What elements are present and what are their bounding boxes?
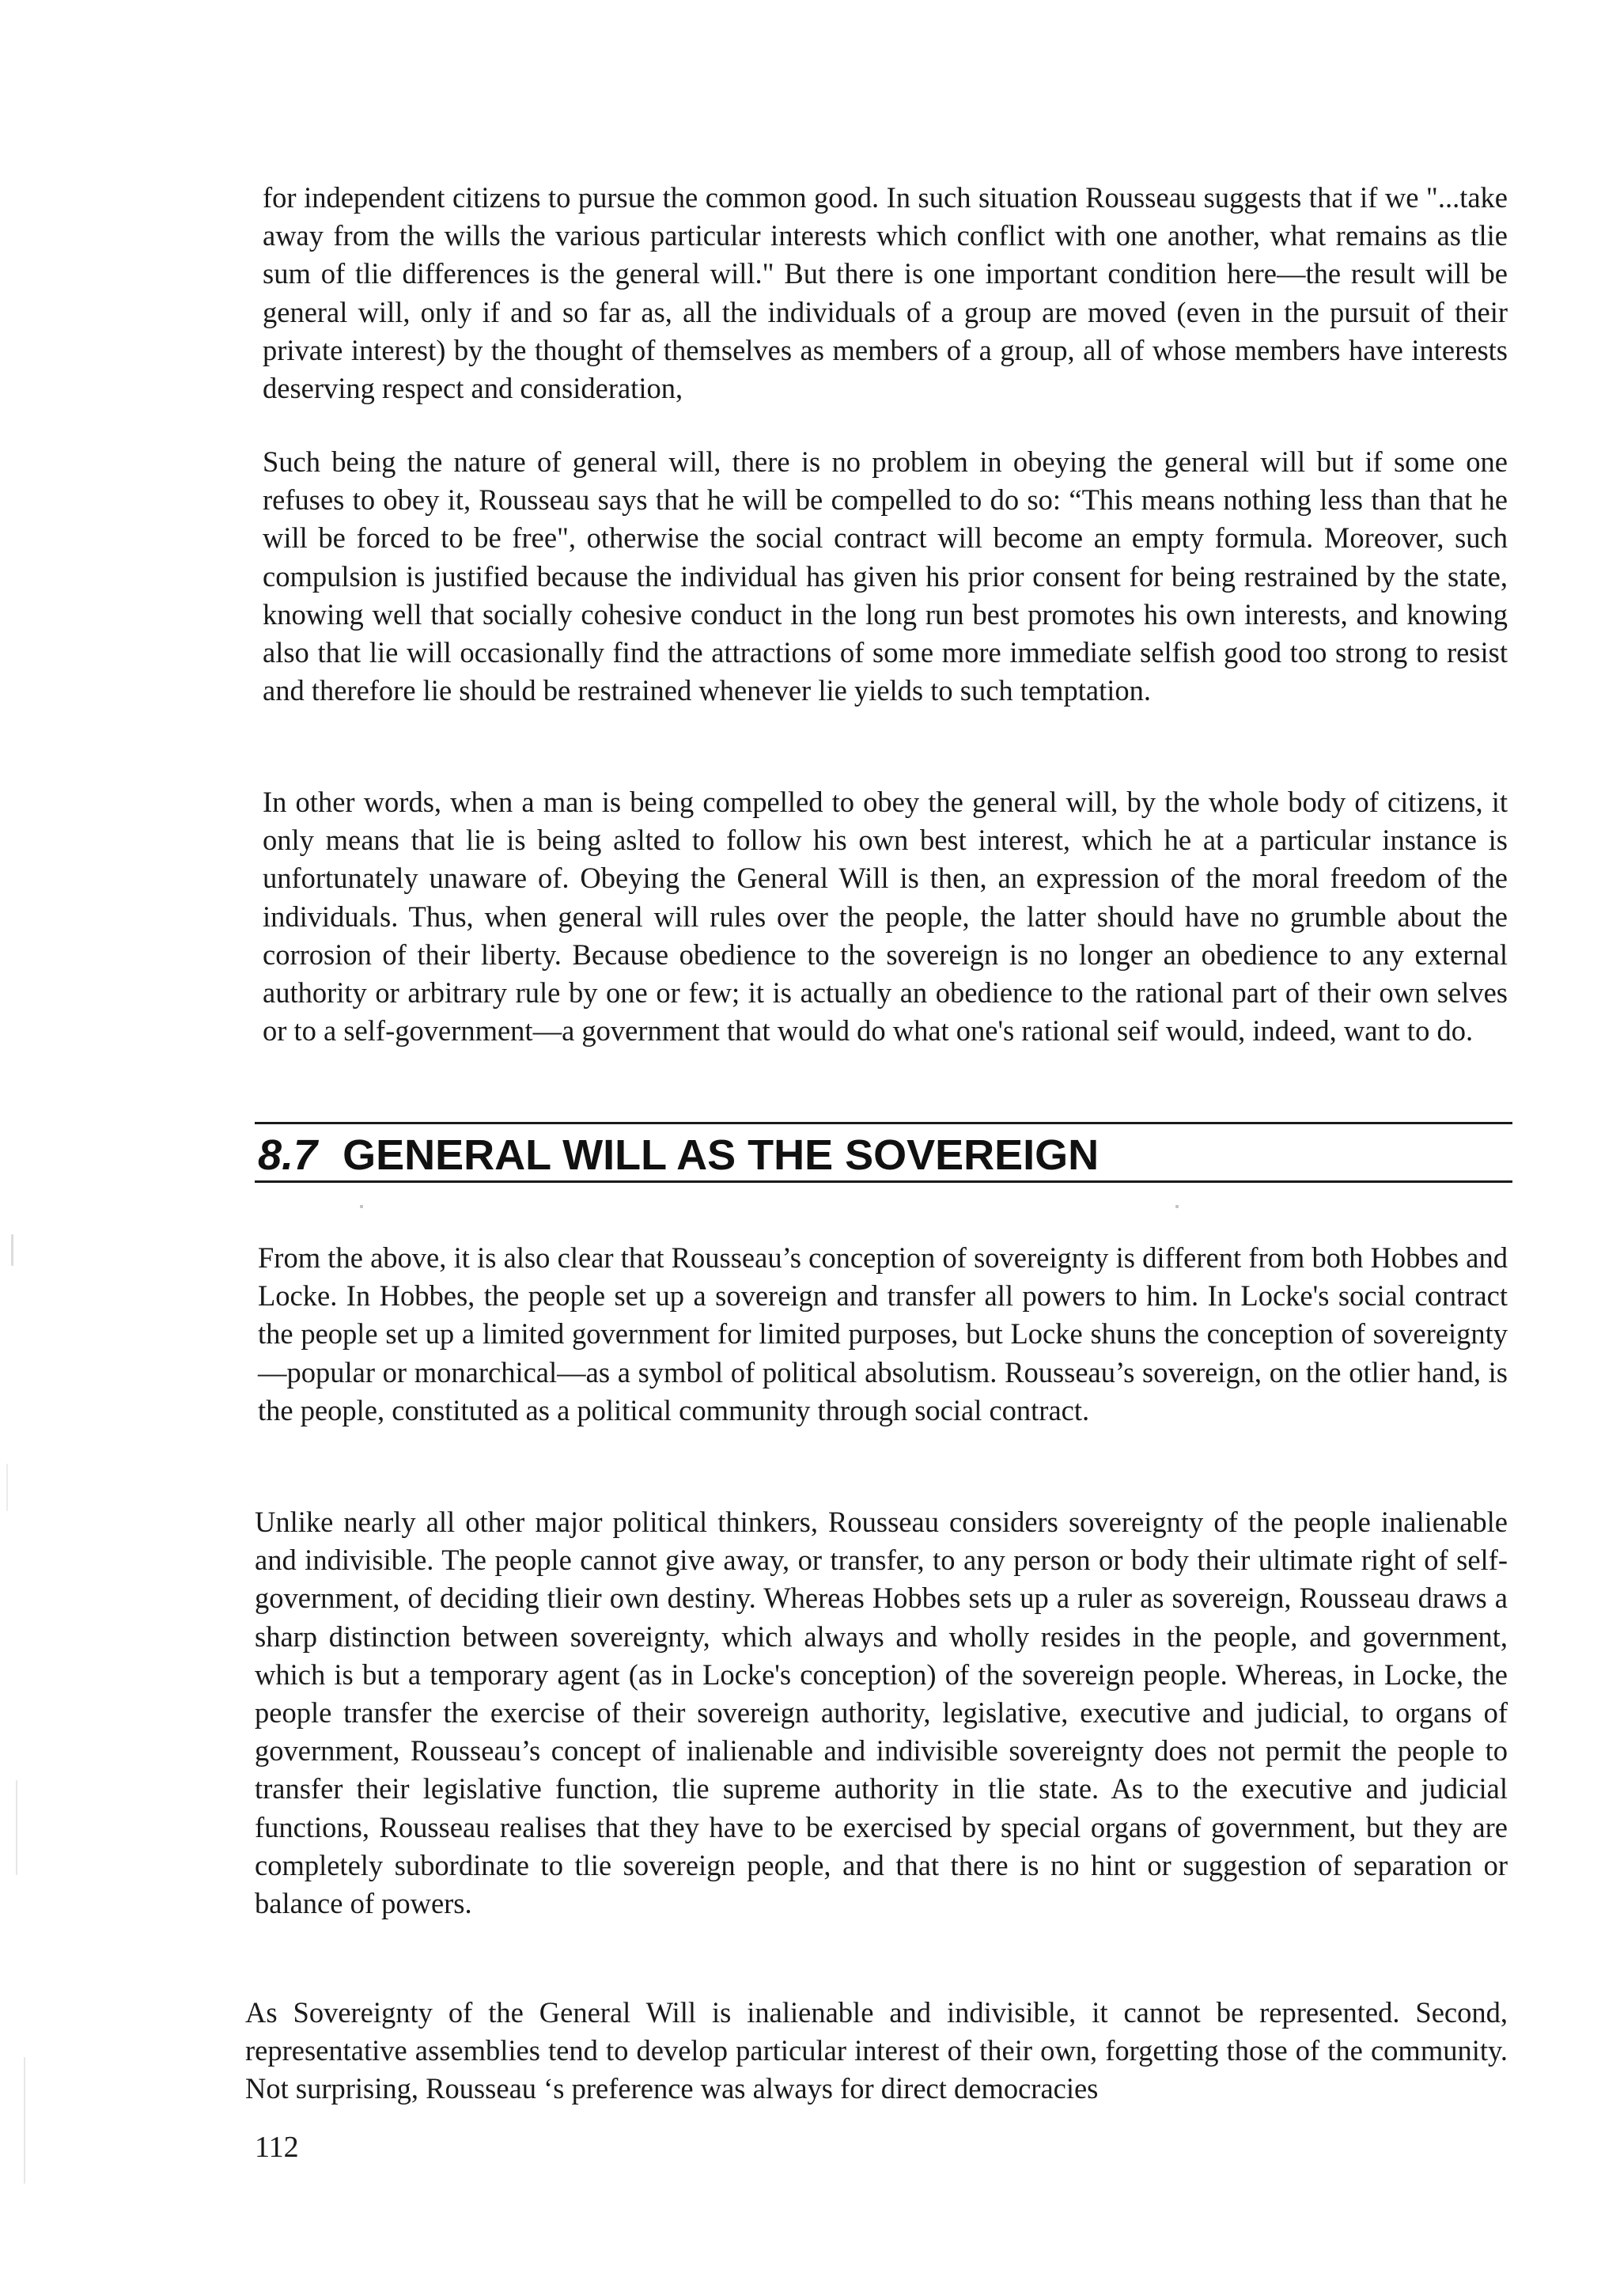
paragraph-4: From the above, it is also clear that Rousseau’s conception of sovereignty is different from both Hobbes and Locke. In Hobbes, the people set up a sovereign and transfer all powers to him. In Locke's social contract the people set up a limited government for limited purposes, but Locke shuns the conception of sovereignty—popular or monarchical—as a symbol of political absolutism. Rousseau’s sovereign, on the otlier hand, is the people, constituted as a political community through social contract. [258,1241,1508,1426]
scan-speck [11,1234,13,1266]
page-number: 112 [255,2131,299,2164]
scan-speck [1175,1205,1179,1208]
paragraph-3: In other words, when a man is being compelled to obey the general will, by the whole body of citizens, it only means that lie is being aslted to follow his own best interest, which he at a particular instance is unfortunately unaware of. Obeying the General Will is then, an expression of the moral freedom of the individuals. Thus, when general will rules over the people, the latter should have no grumble about the corrosion of their liberty. Because obedience to the sovereign is no longer an obedience to any external authority or arbitrary rule by one or few; it is actually an obedience to the rational part of their own selves or to a self-government—a government that would do what one's rational seif would, indeed, want to do. [263,786,1508,1048]
heading-rule-top [255,1122,1512,1124]
paragraph-1: for independent citizens to pursue the common good. In such situation Rousseau suggests that if we "...take away from the wills the various particular interests which conflict with one another, what remains as tlie sum of tlie differences is the general will." But there is one important condition here—the result will be general will, only if and so far as, all the individuals of a group are moved (even in the pursuit of their private interest) by the thought of themselves as members of a group, all of whose members have interests deserving respect and consideration, [263,181,1508,405]
scan-speck [6,1464,8,1511]
scan-speck [24,2057,25,2184]
section-number: 8.7 [258,1131,318,1179]
section-title [258,1131,1099,1179]
paragraph-2: Such being the nature of general will, there is no problem in obeying the general will but if some one refuses to obey it, Rousseau says that he will be compelled to do so: “This means nothing less than that he will be forced to be free", otherwise the social contract will become an empty formula. Moreover, such compulsion is justified because the individual has given his prior consent for being restrained by the state, knowing well that socially cohesive conduct in the long run best promotes his own interests, and knowing also that lie will occasionally find the attractions of some more immediate selfish good too strong to resist and therefore lie should be restrained whenever lie yields to such temptation. [263,445,1508,707]
section-heading [255,1122,1512,1184]
paragraph-6: As Sovereignty of the General Will is inalienable and indivisible, it cannot be represented. Second, representative assemblies tend to develop particular interest of their own, forgetting those of the community. Not surprising, Rousseau ‘s preference was always for direct democracies [245,1996,1508,2105]
section-title-text: GENERAL WILL AS THE SOVEREIGN [343,1131,1100,1179]
scan-speck [16,1780,17,1875]
heading-rule-bottom [255,1180,1512,1183]
scan-speck [360,1205,363,1208]
paragraph-5: Unlike nearly all other major political thinkers, Rousseau considers sovereignty of the people inalienable and indivisible. The people cannot give away, or transfer, to any person or body their ultimate right of self-government, of deciding tlieir own destiny. Whereas Hobbes sets up a ruler as sovereign, Rousseau draws a sharp distinction between sovereignty, which always and wholly resides in the people, and government, which is but a temporary agent (as in Locke's conception) of the sovereign people. Whereas, in Locke, the people transfer the exercise of their sovereign authority, legislative, executive and judicial, to organs of government, Rousseau’s concept of inalienable and indivisible sovereignty does not permit the people to transfer their legislative function, tlie supreme authority in tlie state. As to the executive and judicial functions, Rousseau realises that they have to be exercised by special organs of government, but they are completely subordinate to tlie sovereign people, and that there is no hint or suggestion of separation or balance of powers. [255,1506,1508,1920]
